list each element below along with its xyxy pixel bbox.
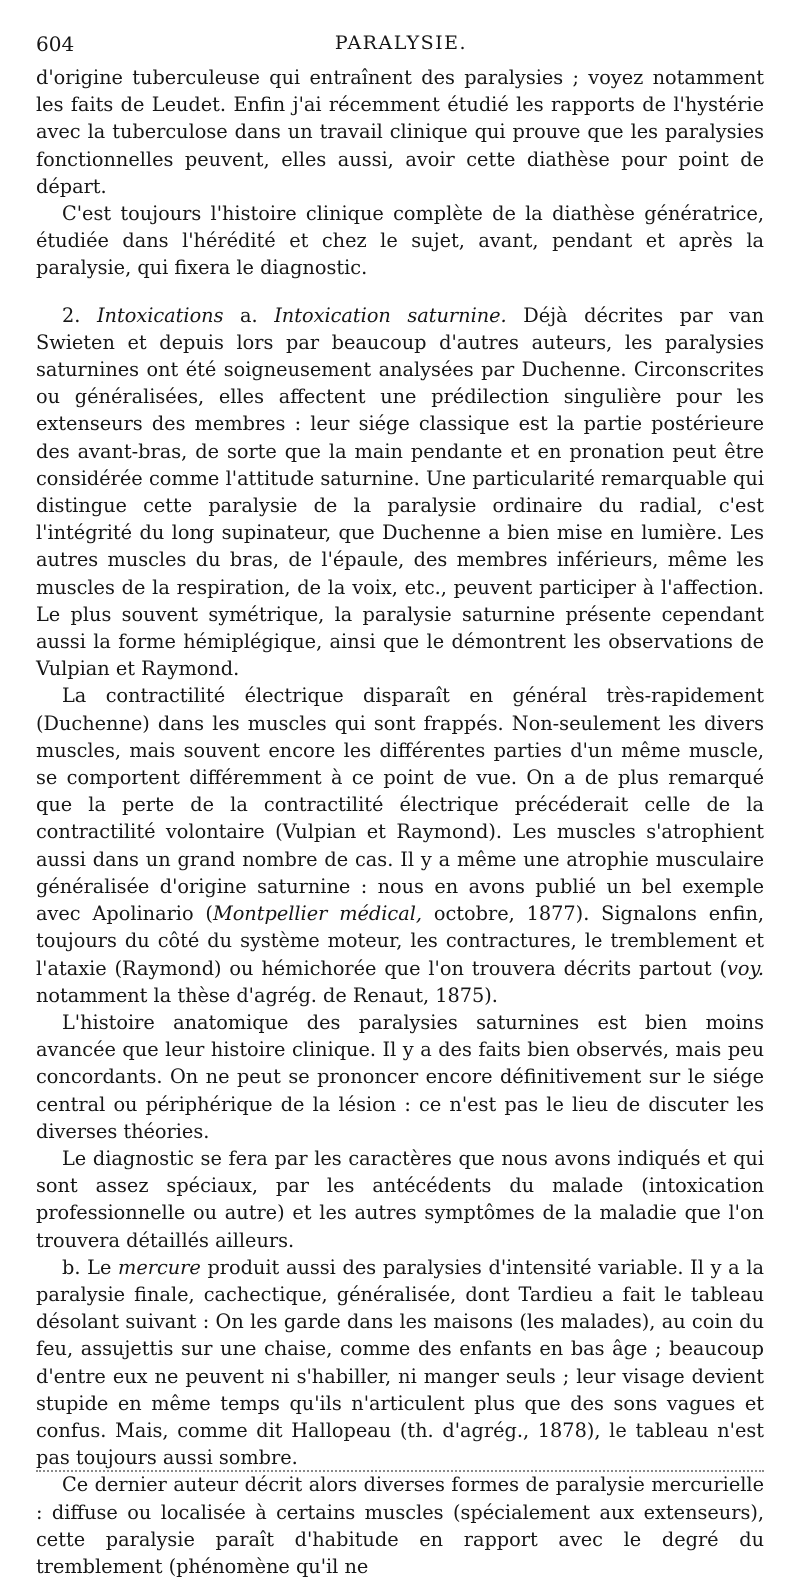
paragraph-mercure xyxy=(36,1254,764,1472)
paragraph-tuberculose: d'origine tuberculeuse qui entraînent des paralysies ; voyez notamment les faits de Leudet. Enfin j'ai récemment étudié les rapports de l'hystérie avec la tuberculose dans un travail clinique qui prouve que les paralysies fonctionnelles peuvent, elles aussi, avoir cette diathèse pour point de départ. xyxy=(36,66,764,198)
paragraph-paralysie-mercurielle: Ce dernier auteur décrit alors diverses formes de paralysie mercurielle : diffuse ou localisée à certains muscles (spécialement aux extenseurs), cette paralysie paraît d'habitude en rapport avec le degré du tremblement (phénomène qu'il ne xyxy=(36,1473,764,1578)
paragraph-contractilite xyxy=(36,682,764,1008)
running-title: PARALYSIE. xyxy=(334,32,468,54)
paragraph-diagnostic-saturnin: Le diagnostic se fera par les caractères que nous avons indiqués et qui sont assez spéciaux, par les antécédents du malade (intoxication professionnelle ou autre) et les autres symptômes de la maladie que l'on trouvera détaillés ailleurs. xyxy=(36,1146,764,1252)
section-number: 2. xyxy=(62,303,81,327)
body-text xyxy=(36,64,764,1580)
journal-title: Montpellier médical, xyxy=(212,902,423,926)
paragraph-text: notamment la thèse d'agrég. de Renaut, 1875). xyxy=(36,983,498,1007)
paragraph-diagnostic: C'est toujours l'histoire clinique complète de la diathèse génératrice, étudiée dans l'hérédité et chez le sujet, avant, pendant et après la paralysie, qui fixera le diagnostic. xyxy=(36,202,764,280)
subsection-letter: a. xyxy=(240,303,258,327)
subsection-heading: Intoxication saturnine. xyxy=(274,303,507,327)
paragraph-text: produit aussi des paralysies d'intensité variable. Il y a la paralysie finale, cachectique, généralisée, dont Tardieu a fait le tableau désolant suivant : On les garde dans les maisons (les malades), au coin du feu, assujettis sur une chaise, comme des enfants en bas âge ; beaucoup d'entre eux ne peuvent ni s'habiller, ni manger seuls ; leur visage devient stupide en même temps qu'ils n'articulent plus que des sons vagues et confus. Mais, comme dit Hallopeau (th. d'agrég., 1878), le tableau n'est pas toujours aussi sombre. xyxy=(36,1255,764,1470)
paragraph-text: La contractilité électrique disparaît en général très-rapidement (Duchenne) dans les muscles qui sont frappés. Non-seulement les divers muscles, mais souvent encore les différentes parties d'un même muscle, se comportent différemment à ce point de vue. On a de plus remarqué que la perte de la contractilité électrique précéderait celle de la contractilité volontaire (Vulpian et Raymond). Les muscles s'atrophient aussi dans un grand nombre de cas. Il y a même une atrophie musculaire généralisée d'origine saturnine : nous en avons publié un bel exemple avec Apolinario ( xyxy=(36,684,764,926)
page-header xyxy=(36,32,766,60)
page-number: 604 xyxy=(36,32,75,56)
section-heading: Intoxications xyxy=(96,303,224,327)
abbreviation-voy: voy. xyxy=(727,956,764,980)
paragraph-text: octobre, 1877). Signalons enfin, toujours du côté du système moteur, les contractures, le tremblement et l'ataxie (Raymond) ou hémichorée que l'on trouvera décrits partout ( xyxy=(36,902,764,980)
paragraph-text: Déjà décrites par van Swieten et depuis lors par beaucoup d'autres auteurs, les paralysies saturnines ont été soigneusement analysées par Duchenne. Circonscrites ou généralisées, elles affectent une prédilection singulière pour les extenseurs des membres : leur siége classique est la partie postérieure des avant-bras, de sorte que la main pendante et en pronation peut être considérée comme l'attitude saturnine. Une particularité remarquable qui distingue cette paralysie de la paralysie ordinaire du radial, c'est l'intégrité du long supinateur, que Duchenne a bien mise en lumière. Les autres muscles du bras, de l'épaule, des membres inférieurs, même les muscles de la respiration, de la voix, etc., peuvent participer à l'affection. Le plus souvent symétrique, la paralysie saturnine présente cependant aussi la forme hémiplégique, ainsi que le démontrent les observations de Vulpian et Raymond. xyxy=(36,303,764,681)
term-mercure: mercure xyxy=(118,1255,201,1279)
paragraph-histoire-anatomique: L'histoire anatomique des paralysies saturnines est bien moins avancée que leur histoire clinique. Il y a des faits bien observés, mais peu concordants. On ne peut se prononcer encore définitivement sur le siége central ou périphérique de la lésion : ce n'est pas le lieu de discuter les diverses théories. xyxy=(36,1010,764,1143)
subsection-letter: b. Le xyxy=(62,1255,119,1279)
paragraph-intoxication-saturnine xyxy=(36,302,764,683)
footer-dotted-rule xyxy=(36,1470,764,1472)
